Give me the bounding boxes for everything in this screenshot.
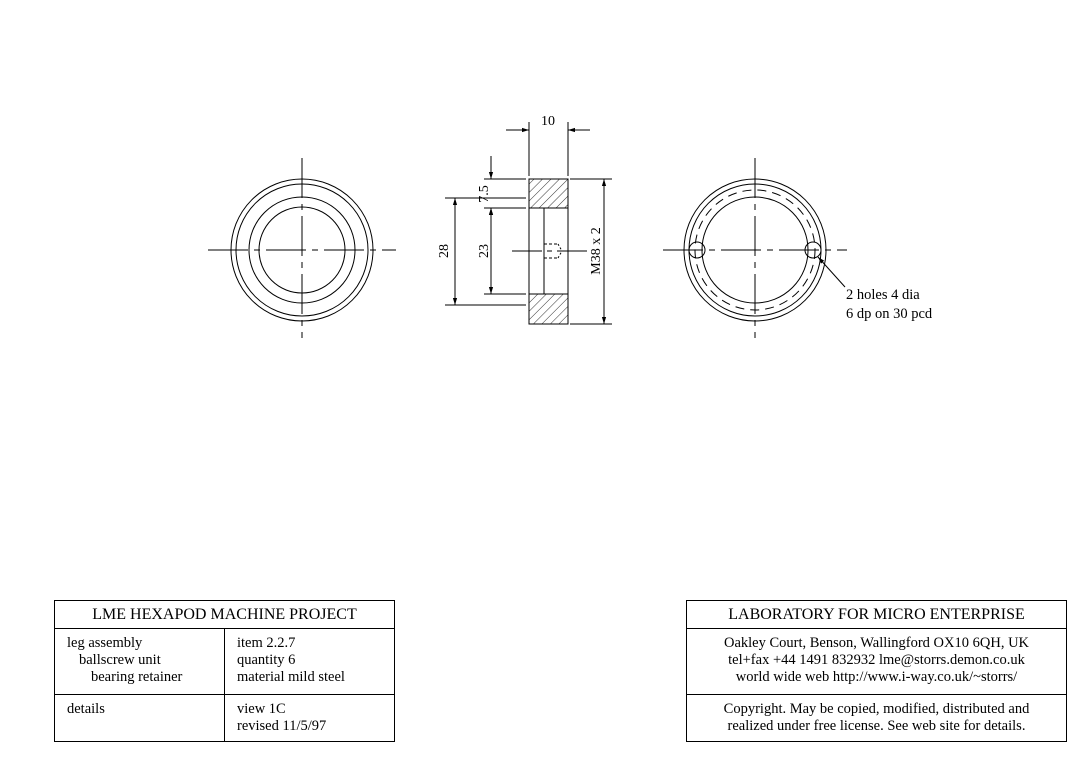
material: material mild steel (237, 669, 345, 685)
contact-cell (687, 629, 1066, 694)
hidden-hole-tip2 (558, 251, 562, 258)
copyright-line-1: Copyright. May be copied, modified, distributed and (723, 701, 1030, 717)
lab-address: Oakley Court, Benson, Wallingford OX10 6QH, UK (723, 635, 1030, 651)
hole-note-line2: 6 dp on 30 pcd (846, 306, 933, 322)
view-cell (225, 695, 394, 741)
revision-date: revised 11/5/97 (237, 718, 327, 734)
hole-note-line1: 2 holes 4 dia (846, 287, 920, 303)
front-view-right (663, 158, 847, 338)
item-cell (225, 629, 394, 694)
view-id: view 1C (237, 701, 286, 717)
copyright-row (687, 695, 1066, 741)
copyright-cell (687, 695, 1066, 741)
details-row (55, 695, 394, 741)
assembly-line-1: leg assembly (67, 635, 143, 651)
title-block-project (54, 600, 395, 742)
section-view (445, 122, 612, 324)
dim-width-label: 10 (541, 114, 555, 129)
section-hatch-top (529, 179, 568, 208)
contact-row (687, 629, 1066, 695)
item-number: item 2.2.7 (237, 635, 296, 651)
dim-outer-label: 28 (437, 244, 452, 258)
assembly-cell (55, 629, 225, 694)
title-block-lab (686, 600, 1067, 742)
item-row (55, 629, 394, 695)
dim-offset-label: 7.5 (477, 185, 492, 203)
details-label: details (55, 695, 225, 741)
hidden-hole-tip (558, 244, 562, 251)
assembly-line-3: bearing retainer (91, 669, 183, 685)
copyright-line-2: realized under free license. See web site for details. (727, 718, 1026, 734)
quantity: quantity 6 (237, 652, 296, 668)
front-view-left (208, 158, 396, 338)
lab-web: world wide web http://www.i-way.co.uk/~storrs/ (735, 669, 1018, 685)
lab-title: LABORATORY FOR MICRO ENTERPRISE (687, 601, 1066, 629)
assembly-line-2: ballscrew unit (79, 652, 161, 668)
lab-contact: tel+fax +44 1491 832932 lme@storrs.demon.co.uk (728, 652, 1025, 668)
dim-bore-label: 23 (477, 244, 492, 258)
section-hatch-bottom (529, 294, 568, 324)
dim-thread-label: M38 x 2 (589, 227, 604, 275)
project-title: LME HEXAPOD MACHINE PROJECT (55, 601, 394, 629)
